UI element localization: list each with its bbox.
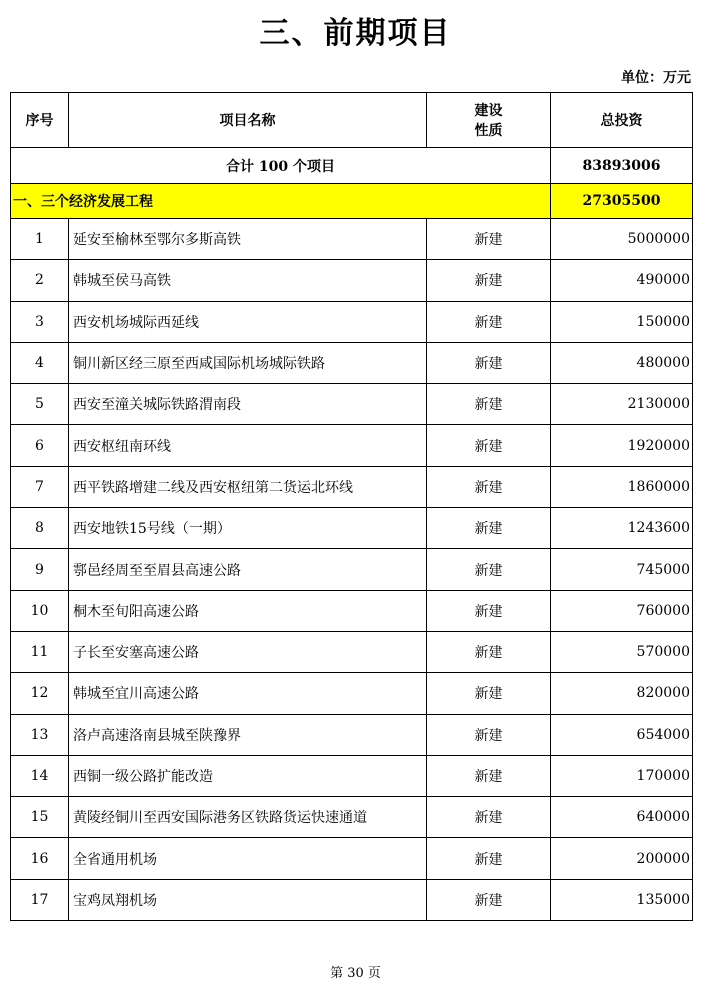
row-type: 新建 xyxy=(427,549,551,590)
row-investment: 150000 xyxy=(551,301,693,342)
row-investment: 1920000 xyxy=(551,425,693,466)
table-row xyxy=(11,838,693,879)
row-type: 新建 xyxy=(427,879,551,920)
row-type: 新建 xyxy=(427,590,551,631)
row-no: 6 xyxy=(11,425,69,466)
table-row xyxy=(11,466,693,507)
total-row xyxy=(11,148,693,184)
section-row xyxy=(11,184,693,219)
table-row xyxy=(11,342,693,383)
row-no: 7 xyxy=(11,466,69,507)
table-row xyxy=(11,797,693,838)
row-no: 4 xyxy=(11,342,69,383)
row-type: 新建 xyxy=(427,838,551,879)
row-type: 新建 xyxy=(427,714,551,755)
row-name: 韩城至侯马高铁 xyxy=(69,260,427,301)
row-investment: 480000 xyxy=(551,342,693,383)
header-investment: 总投资 xyxy=(551,93,693,148)
row-type: 新建 xyxy=(427,797,551,838)
row-type: 新建 xyxy=(427,631,551,672)
row-no: 2 xyxy=(11,260,69,301)
section-label: 一、三个经济发展工程 xyxy=(11,184,551,219)
header-type-line2: 性质 xyxy=(474,123,503,139)
row-name: 西安机场城际西延线 xyxy=(69,301,427,342)
row-investment: 200000 xyxy=(551,838,693,879)
row-type: 新建 xyxy=(427,425,551,466)
row-no: 3 xyxy=(11,301,69,342)
row-name: 桐木至旬阳高速公路 xyxy=(69,590,427,631)
row-name: 延安至榆林至鄂尔多斯高铁 xyxy=(69,219,427,260)
row-no: 15 xyxy=(11,797,69,838)
total-value: 83893006 xyxy=(551,148,693,184)
row-investment: 1243600 xyxy=(551,508,693,549)
table-row xyxy=(11,425,693,466)
row-no: 1 xyxy=(11,219,69,260)
row-investment: 570000 xyxy=(551,631,693,672)
row-type: 新建 xyxy=(427,466,551,507)
row-no: 8 xyxy=(11,508,69,549)
header-name: 项目名称 xyxy=(69,93,427,148)
row-name: 西安至潼关城际铁路渭南段 xyxy=(69,384,427,425)
row-investment: 654000 xyxy=(551,714,693,755)
row-type: 新建 xyxy=(427,219,551,260)
row-type: 新建 xyxy=(427,342,551,383)
row-type: 新建 xyxy=(427,384,551,425)
header-type xyxy=(427,93,551,148)
header-type-line1: 建设 xyxy=(474,103,503,119)
row-name: 洛卢高速洛南县城至陕豫界 xyxy=(69,714,427,755)
table-row xyxy=(11,755,693,796)
table-row xyxy=(11,631,693,672)
row-investment: 760000 xyxy=(551,590,693,631)
table-row xyxy=(11,301,693,342)
row-name: 韩城至宜川高速公路 xyxy=(69,673,427,714)
project-table xyxy=(10,92,693,921)
row-type: 新建 xyxy=(427,755,551,796)
row-name: 黄陵经铜川至西安国际港务区铁路货运快速通道 xyxy=(69,797,427,838)
table-row xyxy=(11,879,693,920)
section-value: 27305500 xyxy=(551,184,693,219)
row-type: 新建 xyxy=(427,301,551,342)
row-investment: 1860000 xyxy=(551,466,693,507)
row-investment: 745000 xyxy=(551,549,693,590)
table-row xyxy=(11,260,693,301)
table-header-row xyxy=(11,93,693,148)
table-row xyxy=(11,508,693,549)
page-title: 三、前期项目 xyxy=(259,16,452,51)
row-type: 新建 xyxy=(427,508,551,549)
row-no: 13 xyxy=(11,714,69,755)
table-row xyxy=(11,714,693,755)
row-investment: 170000 xyxy=(551,755,693,796)
row-name: 西安枢纽南环线 xyxy=(69,425,427,466)
table-row xyxy=(11,384,693,425)
row-investment: 490000 xyxy=(551,260,693,301)
row-investment: 135000 xyxy=(551,879,693,920)
row-investment: 5000000 xyxy=(551,219,693,260)
row-name: 宝鸡凤翔机场 xyxy=(69,879,427,920)
table-row xyxy=(11,549,693,590)
row-investment: 640000 xyxy=(551,797,693,838)
row-no: 12 xyxy=(11,673,69,714)
row-name: 西平铁路增建二线及西安枢纽第二货运北环线 xyxy=(69,466,427,507)
row-investment: 820000 xyxy=(551,673,693,714)
row-no: 16 xyxy=(11,838,69,879)
row-investment: 2130000 xyxy=(551,384,693,425)
row-type: 新建 xyxy=(427,260,551,301)
total-label: 合计 100 个项目 xyxy=(11,148,551,184)
row-name: 西安地铁15号线（一期） xyxy=(69,508,427,549)
table-row xyxy=(11,673,693,714)
row-no: 17 xyxy=(11,879,69,920)
row-name: 全省通用机场 xyxy=(69,838,427,879)
row-name: 西铜一级公路扩能改造 xyxy=(69,755,427,796)
row-no: 5 xyxy=(11,384,69,425)
header-no: 序号 xyxy=(11,93,69,148)
table-row xyxy=(11,219,693,260)
row-name: 铜川新区经三原至西咸国际机场城际铁路 xyxy=(69,342,427,383)
row-no: 10 xyxy=(11,590,69,631)
row-no: 14 xyxy=(11,755,69,796)
row-name: 鄠邑经周至至眉县高速公路 xyxy=(69,549,427,590)
row-type: 新建 xyxy=(427,673,551,714)
row-no: 9 xyxy=(11,549,69,590)
table-row xyxy=(11,590,693,631)
row-no: 11 xyxy=(11,631,69,672)
row-name: 子长至安塞高速公路 xyxy=(69,631,427,672)
unit-label: 单位：万元 xyxy=(621,70,691,86)
page-footer: 第 30 页 xyxy=(330,966,381,981)
